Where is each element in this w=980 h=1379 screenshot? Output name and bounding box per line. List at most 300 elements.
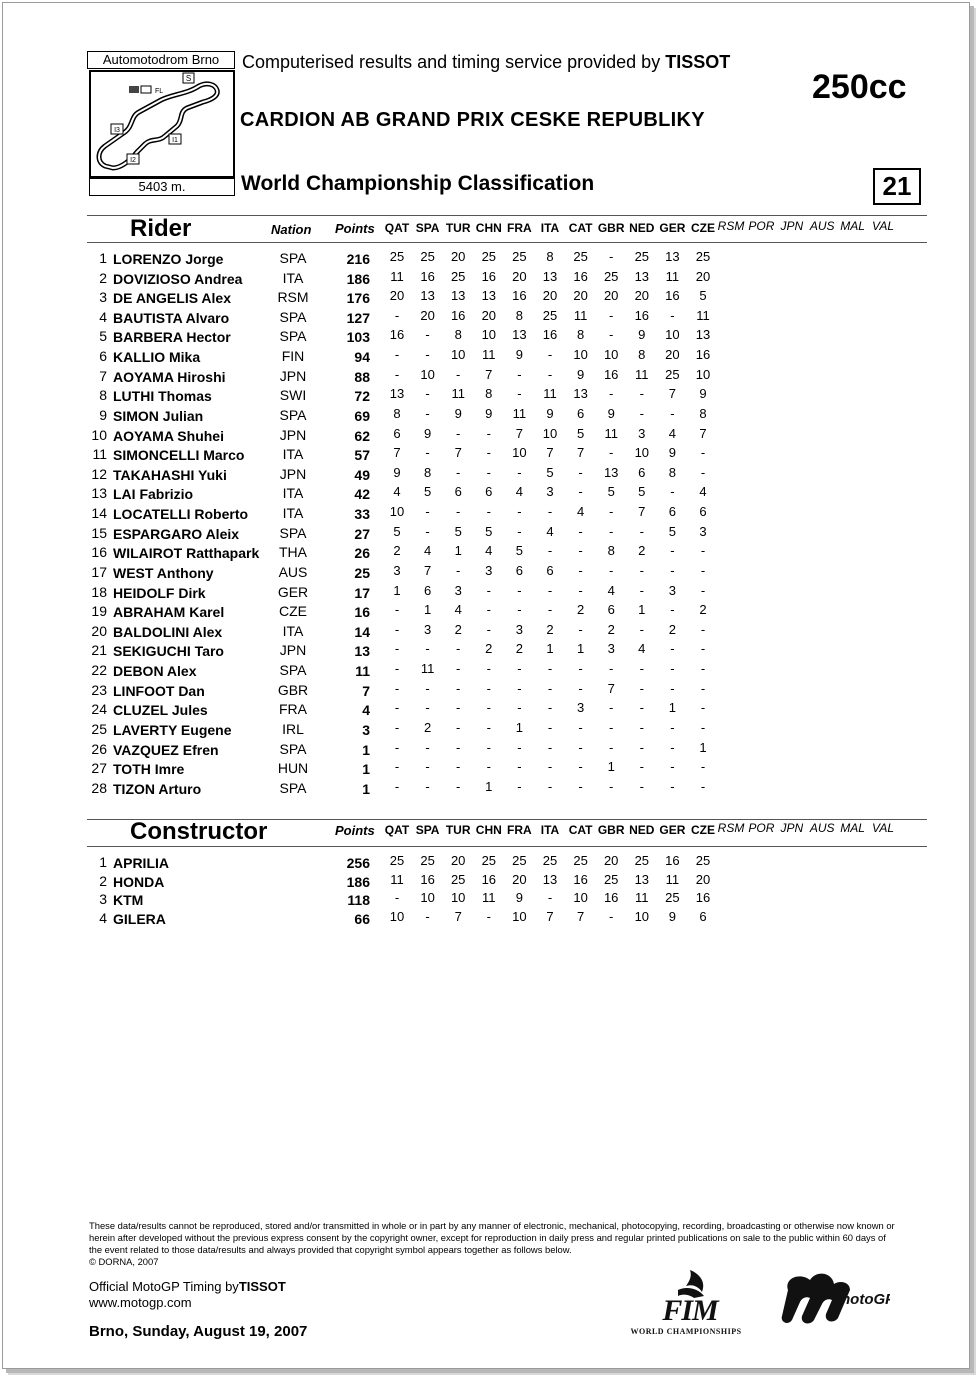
rider-race-result: 1	[699, 739, 707, 755]
rider-name: ABRAHAM Karel	[113, 604, 225, 621]
rider-race-result: -	[486, 445, 491, 461]
rider-race-result: 4	[454, 602, 462, 618]
rider-points: 1	[362, 780, 370, 797]
rider-points: 3	[362, 721, 370, 738]
rider-race-result: 3	[576, 700, 585, 716]
rider-race-result: 20	[695, 268, 711, 284]
rider-race-result: 8	[638, 347, 646, 363]
rider-points: 94	[354, 349, 370, 366]
rider-race-result: -	[456, 641, 461, 657]
rider-name: WEST Anthony	[113, 564, 214, 581]
rider-race-result: -	[517, 523, 522, 539]
rider-nation: SPA	[279, 524, 307, 541]
rider-race-result: 7	[638, 504, 646, 520]
rider-name: AOYAMA Hiroshi	[113, 368, 226, 385]
constructor-race-header: GER	[659, 823, 686, 837]
rider-race-result: 5	[454, 523, 462, 539]
rider-race-result: 4	[485, 543, 493, 559]
rider-race-header: NED	[629, 221, 655, 235]
rider-race-result: 13	[450, 288, 466, 304]
constructor-points: 256	[346, 855, 370, 871]
rider-nation: RSM	[277, 289, 309, 306]
rider-position: 15	[91, 524, 107, 541]
fim-caption: WORLD CHAMPIONSHIPS	[630, 1327, 742, 1336]
rider-race-result: -	[578, 464, 583, 480]
constructor-race-result: 16	[695, 890, 711, 906]
rider-race-result: 10	[634, 445, 650, 461]
rider-race-result: -	[609, 249, 614, 264]
rider-race-result: -	[700, 562, 706, 578]
rider-race-result: 11	[451, 386, 465, 402]
constructor-race-result: 25	[603, 871, 619, 887]
rider-name: DOVIZIOSO Andrea	[113, 270, 243, 287]
constructor-future-race-header: RSM	[717, 821, 745, 835]
rider-position: 8	[99, 387, 107, 404]
rider-race-result: 3	[423, 621, 432, 637]
rider-future-race-header: VAL	[871, 219, 895, 233]
rider-race-result: 11	[573, 307, 588, 323]
rider-race-result: 10	[512, 445, 527, 461]
rider-race-result: -	[486, 700, 491, 716]
rider-race-result: 8	[668, 464, 676, 480]
section-title: World Championship Classification	[241, 172, 595, 195]
constructor-points-header: Points	[335, 823, 375, 838]
rider-race-result: 20	[512, 268, 527, 284]
rider-race-result: -	[517, 602, 522, 618]
rider-race-result: -	[456, 680, 461, 696]
constructor-column-title: Constructor	[130, 818, 268, 845]
rider-race-result: -	[394, 680, 400, 696]
rider-race-result: 25	[420, 249, 435, 264]
rider-race-result: -	[670, 778, 675, 794]
rider-race-result: 6	[485, 484, 493, 500]
rider-race-result: -	[578, 739, 583, 755]
constructor-name: KTM	[113, 892, 144, 909]
rider-race-result: 13	[481, 288, 497, 304]
constructor-race-result: 20	[512, 871, 527, 887]
rider-points: 69	[354, 407, 370, 424]
rider-points: 49	[354, 466, 370, 483]
rider-race-result: 1	[638, 602, 646, 618]
rider-name: LORENZO Jorge	[113, 251, 224, 267]
rider-race-result: -	[425, 405, 430, 421]
rider-race-result: 7	[668, 386, 676, 402]
rider-race-result: 5	[668, 523, 676, 539]
rider-race-result: 5	[485, 523, 493, 539]
rider-race-result: 4	[699, 484, 707, 500]
rider-nation: JPN	[279, 367, 307, 384]
rider-race-result: 1	[546, 641, 554, 657]
rider-race-result: 5	[638, 484, 646, 500]
rider-race-result: -	[517, 661, 522, 677]
rider-race-result: 20	[420, 307, 435, 323]
rider-nation: GER	[277, 583, 309, 600]
rider-race-result: -	[425, 778, 430, 794]
rider-race-result: -	[670, 759, 675, 775]
constructor-race-header: CHN	[475, 823, 502, 837]
rider-race-result: -	[486, 739, 491, 755]
constructor-race-result: -	[425, 908, 430, 924]
rider-points: 33	[354, 506, 370, 523]
rider-name: KALLIO Mika	[113, 349, 201, 366]
rider-race-result: -	[639, 759, 644, 775]
rider-race-result: 16	[603, 366, 619, 382]
rider-points: 17	[354, 584, 370, 601]
rider-race-result: -	[517, 778, 522, 794]
rider-future-race-header: MAL	[840, 219, 865, 233]
rider-race-result: -	[670, 739, 675, 755]
constructor-race-result: 10	[420, 890, 435, 906]
constructor-race-result: 11	[635, 890, 649, 906]
rider-points: 13	[354, 643, 370, 660]
track-map	[89, 70, 235, 178]
constructor-race-result: 7	[576, 908, 585, 924]
rider-name: LOCATELLI Roberto	[113, 506, 249, 523]
constructor-race-result: 7	[546, 908, 554, 924]
rider-race-result: -	[486, 759, 491, 775]
rider-position: 19	[91, 603, 107, 620]
rider-race-result: 16	[542, 327, 558, 343]
rider-race-result: -	[517, 504, 522, 520]
rider-points: 216	[346, 251, 370, 267]
rider-race-header: CZE	[691, 221, 715, 235]
rider-race-result: 13	[389, 386, 405, 402]
rider-race-result: 9	[515, 347, 523, 363]
rider-race-result: -	[578, 543, 583, 559]
rider-position: 7	[99, 367, 107, 384]
rider-name: HEIDOLF Dirk	[113, 584, 206, 601]
rider-race-result: -	[609, 661, 614, 677]
track-length: 5403 m.	[89, 178, 235, 196]
rider-position: 6	[99, 348, 107, 365]
rider-race-result: 7	[576, 445, 585, 461]
rider-race-result: -	[517, 739, 522, 755]
rider-race-result: 3	[638, 425, 646, 441]
rider-race-result: 25	[512, 249, 527, 264]
rider-name: WILAIROT Ratthapark	[113, 545, 260, 562]
rider-race-result: 6	[576, 405, 585, 421]
rider-race-result: 25	[665, 366, 680, 382]
disclaimer-text: These data/results cannot be reproduced, stored and/or transmitted in whole or in part by any manner of electronic, mechanical, photocopying, recording, broadcasting or otherwise now known or herein after developed without the previous express consent by the copyright owner, except for reproduction in daily press and regular printed publications on sale to the public within 60 days of the event related to those data/results and always provided that copyright symbol appears together as follows below.	[89, 1220, 895, 1255]
constructor-race-result: 10	[634, 908, 650, 924]
rider-race-result: 7	[546, 445, 554, 461]
constructor-race-result: 16	[665, 853, 680, 868]
constructor-race-header: GBR	[597, 823, 625, 837]
rider-race-result: -	[670, 484, 675, 500]
rider-nation: HUN	[277, 760, 309, 777]
rider-race-result: 7	[454, 445, 462, 461]
constructor-race-result: -	[609, 908, 614, 924]
rider-race-result: -	[578, 582, 583, 598]
rider-name: TOTH Imre	[113, 761, 185, 778]
constructor-race-result: 20	[603, 853, 619, 868]
rider-position: 3	[99, 289, 107, 306]
rider-position: 2	[99, 269, 107, 286]
rider-race-result: -	[639, 739, 644, 755]
rider-points: 1	[362, 761, 370, 778]
rider-race-result: 5	[423, 484, 432, 500]
rider-race-result: -	[609, 386, 614, 402]
constructor-race-result: 25	[573, 853, 588, 868]
constructor-race-result: 7	[454, 908, 462, 924]
rider-name: DEBON Alex	[113, 663, 197, 680]
rider-race-result: 7	[485, 366, 493, 382]
rider-race-result: -	[547, 602, 553, 618]
rider-race-result: -	[670, 661, 675, 677]
rider-race-result: -	[517, 386, 522, 402]
constructor-race-result: 10	[573, 890, 588, 906]
rider-race-result: -	[547, 366, 553, 382]
website-link[interactable]: www.motogp.com	[89, 1295, 192, 1310]
constructor-name: HONDA	[113, 873, 165, 890]
rider-points: 176	[346, 290, 370, 307]
rider-race-result: -	[456, 719, 461, 735]
rider-race-result: 16	[665, 288, 680, 304]
rider-points: 25	[354, 564, 370, 581]
rider-race-result: 9	[485, 405, 493, 421]
rider-race-result: 16	[634, 307, 650, 323]
rider-race-result: -	[670, 562, 675, 578]
rider-race-result: -	[700, 621, 706, 637]
rider-race-result: -	[456, 425, 461, 441]
rider-future-race-header: JPN	[780, 219, 804, 233]
rider-race-result: -	[670, 543, 675, 559]
rider-nation: SPA	[279, 328, 307, 345]
rider-race-result: 16	[573, 268, 588, 284]
rider-race-result: 6	[546, 562, 554, 578]
constructor-name: APRILIA	[113, 855, 169, 871]
constructor-race-result: 25	[481, 853, 497, 868]
constructor-race-result: 16	[603, 890, 619, 906]
rider-race-result: 13	[512, 327, 527, 343]
rider-race-result: 8	[454, 327, 462, 343]
rider-race-result: -	[425, 386, 430, 402]
rider-points: 42	[354, 486, 370, 503]
rider-nation: THA	[279, 544, 307, 561]
rider-race-result: -	[456, 739, 461, 755]
rider-name: SIMONCELLI Marco	[113, 447, 245, 464]
constructor-race-result: 10	[512, 908, 527, 924]
rider-race-result: 7	[393, 445, 401, 461]
rider-race-result: 8	[699, 405, 707, 421]
rider-name: LAI Fabrizio	[113, 486, 194, 503]
rider-race-result: -	[609, 504, 614, 520]
rider-position: 9	[99, 406, 107, 423]
rider-race-header: QAT	[384, 221, 410, 235]
rider-position: 28	[91, 779, 107, 796]
rider-header-bottom-rule	[87, 242, 927, 243]
rider-race-result: -	[547, 739, 553, 755]
motogp-logo-text: motoGP	[836, 1291, 890, 1308]
rider-race-result: -	[394, 602, 400, 618]
rider-race-result: -	[517, 759, 522, 775]
constructor-race-result: 9	[515, 890, 523, 906]
rider-race-result: 2	[607, 621, 615, 637]
rider-race-result: 1	[515, 719, 523, 735]
rider-race-result: 1	[576, 641, 585, 657]
rider-points: 88	[354, 368, 370, 385]
rider-race-result: 4	[393, 484, 401, 500]
rider-race-result: 16	[695, 347, 711, 363]
rider-race-header: TUR	[445, 221, 471, 235]
rider-race-result: 10	[542, 425, 558, 441]
timing-credit	[242, 52, 730, 73]
rider-race-result: -	[639, 778, 644, 794]
rider-position: 26	[91, 740, 107, 757]
rider-race-result: 10	[695, 366, 711, 382]
rider-position: 16	[91, 544, 107, 561]
rider-name: LUTHI Thomas	[113, 388, 212, 405]
constructor-future-race-header: JPN	[780, 821, 804, 835]
motogp-logo	[780, 1268, 890, 1328]
track-name: Automotodrom Brno	[87, 51, 235, 69]
rider-race-result: -	[609, 739, 614, 755]
rider-nation: SPA	[279, 740, 307, 757]
constructor-race-result: 11	[390, 871, 404, 887]
map-label-i3: I3	[114, 127, 120, 134]
rider-nation: CZE	[279, 603, 307, 620]
rider-race-result: -	[456, 366, 461, 382]
rider-race-result: -	[609, 719, 614, 735]
rider-race-result: 4	[668, 425, 676, 441]
constructor-race-result: 25	[512, 853, 527, 868]
rider-race-result: -	[700, 543, 706, 559]
rider-race-result: -	[609, 523, 614, 539]
rider-race-result: -	[425, 327, 430, 343]
rider-race-header: CHN	[475, 221, 502, 235]
rider-race-result: 11	[390, 268, 404, 284]
timing-text: Computerised results and timing service provided by	[242, 52, 661, 72]
rider-race-result: -	[578, 778, 583, 794]
official-timing	[89, 1279, 286, 1294]
rider-race-result: -	[425, 523, 430, 539]
rider-nation: SPA	[279, 662, 307, 679]
rider-race-result: -	[486, 719, 491, 735]
rider-race-result: 5	[515, 543, 523, 559]
rider-points: 16	[354, 604, 370, 621]
rider-race-result: 8	[546, 249, 554, 264]
rider-race-result: 8	[423, 464, 432, 480]
rider-race-result: 4	[607, 582, 615, 598]
rider-race-result: -	[639, 405, 644, 421]
rider-race-result: 13	[573, 386, 588, 402]
rider-nation: GBR	[277, 681, 309, 698]
event-title: CARDION AB GRAND PRIX CESKE REPUBLIKY	[240, 109, 705, 131]
rider-race-result: 3	[668, 582, 676, 598]
rider-position: 27	[91, 760, 107, 777]
rider-race-result: 6	[607, 602, 615, 618]
rider-race-header: GER	[659, 221, 686, 235]
rider-race-result: -	[394, 621, 400, 637]
rider-position: 11	[92, 446, 107, 463]
rider-race-result: -	[456, 759, 461, 775]
disclaimer	[89, 1220, 901, 1268]
rider-points: 14	[354, 623, 370, 640]
map-label-i2: I2	[130, 157, 136, 164]
rider-race-result: 9	[576, 366, 585, 382]
rider-future-race-header: AUS	[809, 219, 835, 233]
constructor-race-result: 11	[482, 890, 496, 906]
rider-race-result: 10	[420, 366, 435, 382]
rider-name: CLUZEL Jules	[113, 702, 208, 719]
rider-points: 27	[354, 525, 370, 542]
rider-race-result: -	[425, 680, 430, 696]
rider-nation: ITA	[282, 622, 304, 639]
rider-header-top-rule	[87, 215, 927, 216]
rider-race-result: 3	[699, 523, 707, 539]
fim-logo	[628, 1268, 752, 1340]
class-label: 250cc	[812, 68, 907, 106]
rider-name: LAVERTY Eugene	[113, 721, 232, 738]
rider-race-result: -	[700, 661, 706, 677]
rider-points: 103	[346, 329, 370, 346]
rider-race-result: -	[425, 700, 430, 716]
rider-race-result: 11	[482, 347, 496, 363]
rider-position: 4	[99, 308, 107, 325]
rider-position: 14	[91, 505, 107, 522]
rider-nation: SPA	[279, 779, 307, 796]
rider-race-result: 9	[454, 405, 462, 421]
constructor-race-result: 9	[668, 908, 676, 924]
rider-future-race-header: POR	[748, 219, 775, 233]
rider-race-result: 16	[450, 307, 466, 323]
rider-race-result: -	[486, 464, 491, 480]
rider-race-result: -	[517, 700, 522, 716]
rider-position: 24	[91, 701, 107, 718]
rider-race-result: 20	[634, 288, 650, 304]
constructor-race-result: 20	[695, 871, 711, 887]
constructor-race-header: ITA	[540, 823, 560, 837]
rider-race-result: 6	[638, 464, 646, 480]
rider-race-result: -	[486, 680, 491, 696]
rider-race-result: 4	[638, 641, 646, 657]
rider-race-result: -	[700, 759, 706, 775]
rider-position: 18	[91, 583, 107, 600]
rider-race-result: -	[486, 602, 491, 618]
rider-points: 26	[354, 545, 370, 562]
rider-race-result: 1	[668, 700, 676, 716]
rider-race-result: 20	[665, 347, 680, 363]
map-label-s: S	[185, 74, 192, 83]
rider-points: 7	[362, 682, 370, 699]
rider-race-result: -	[670, 719, 675, 735]
constructor-race-header: FRA	[507, 823, 532, 837]
constructor-race-header: CZE	[691, 823, 715, 837]
rider-race-result: -	[609, 562, 614, 578]
rider-race-header: GBR	[597, 221, 625, 235]
rider-race-result: -	[578, 759, 583, 775]
constructor-future-race-header: AUS	[809, 821, 835, 835]
rider-race-result: -	[486, 621, 491, 637]
rider-name: BAUTISTA Alvaro	[113, 309, 230, 326]
constructor-header-bottom-rule	[87, 846, 927, 847]
rider-race-result: 11	[512, 405, 527, 421]
rider-race-header: ITA	[540, 221, 560, 235]
rider-race-result: 10	[481, 327, 497, 343]
constructor-points: 66	[354, 910, 370, 927]
constructor-position: 3	[99, 891, 107, 908]
rider-future-race-header: RSM	[717, 219, 745, 233]
rider-race-result: 5	[393, 523, 401, 539]
rider-race-result: 3	[607, 641, 615, 657]
rider-name: AOYAMA Shuhei	[113, 427, 224, 444]
rider-nation: SWI	[279, 387, 307, 404]
rider-position: 20	[91, 622, 107, 639]
map-label-i1: I1	[172, 137, 178, 144]
rider-race-result: 7	[699, 425, 707, 441]
rider-race-result: -	[578, 661, 583, 677]
rider-race-result: -	[578, 484, 583, 500]
